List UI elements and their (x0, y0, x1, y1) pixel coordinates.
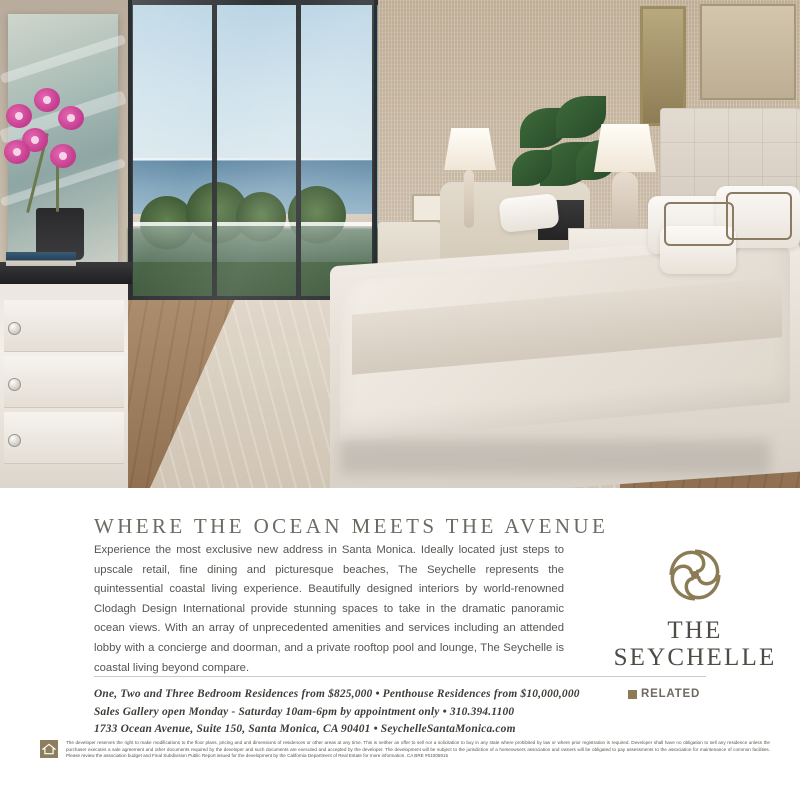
brand-name-line2: SEYCHELLE (613, 644, 777, 671)
details-address-line[interactable]: 1733 Ocean Avenue, Suite 150, Santa Monica, CA 90401 • SeychelleSantaMonica.com (94, 723, 516, 735)
ad-headline: WHERE THE OCEAN MEETS THE AVENUE (94, 514, 609, 538)
related-square-icon (628, 690, 637, 699)
dresser-drawer (4, 300, 124, 352)
seychelle-swirl-logo-icon (666, 546, 724, 604)
drawer-knob (8, 434, 21, 447)
brand-lockup (600, 546, 790, 671)
brand-name-line1: THE (667, 617, 723, 644)
window-mullion (296, 0, 301, 320)
dresser-drawer (4, 412, 124, 464)
table-lamp-shade (594, 124, 656, 172)
equal-housing-opportunity-icon (40, 740, 58, 758)
ad-details (94, 686, 614, 739)
floor-lamp-base (464, 170, 474, 228)
orchid-bloom (58, 106, 84, 130)
orchid-bloom (6, 104, 32, 128)
orchid-bloom (4, 140, 30, 164)
orchid-bloom (34, 88, 60, 112)
legal-disclaimer-block (40, 740, 770, 760)
pillow-trim (726, 192, 792, 240)
window-mullion (128, 0, 378, 5)
bed-shadow (340, 440, 770, 474)
stacked-books (6, 252, 76, 266)
details-pricing-line: One, Two and Three Bedroom Residences from $825,000 • Penthouse Residences from $10,000,000 (94, 688, 580, 700)
ad-body-copy: Experience the most exclusive new address in Santa Monica. Ideally located just steps to upscale retail, fine dining and picturesque beaches, The Seychelle represents the quintessential coastal living experience. Beautifully designed interiors by world-renowned Clodagh Design International provide stunning spaces to take in the dramatic panoramic ocean views. With an array of unprecedented amenities and services including an attended lobby with a concierge and doorman, and a private rooftop pool and lounge, The Seychelle is coastal living beyond compare. (94, 544, 564, 674)
horizon-line (132, 158, 374, 161)
legal-disclaimer-text: The developer reserves the right to make modifications to the floor plans, pricing and unit dimensions of residences or other areas at any time. This is neither an offer to sell nor a solicitation to buy in any state where prohibited by law or where prior registration is required. Developer shall have no obligation to sell any residence unless the purchaser executes a sale agreement and other documents required by the developer and such documents are executed and accepted by the developer. The development will be subject to the jurisdiction of a homeowners association and owners will be obligated to pay assessments to the association for maintenance of common facilities. Please review the association budget and Final Subdivision Public Report issued for the development by the California Department of Real Estate for more information. CA BRE #01005915 (66, 740, 770, 759)
floor-lamp-shade (444, 128, 496, 170)
window-mullion (212, 0, 217, 320)
pillow-trim (664, 202, 734, 246)
sky (132, 4, 374, 164)
table-lamp-base (612, 172, 638, 230)
drawer-knob (8, 322, 21, 335)
related-logo (628, 688, 700, 700)
balcony-glass (132, 226, 374, 262)
wall-artwork-right (700, 4, 796, 100)
details-hours-line: Sales Gallery open Monday - Saturday 10am-6pm by appointment only • 310.394.1100 (94, 705, 515, 718)
accent-pillow (498, 193, 559, 233)
dresser-drawer (4, 356, 124, 408)
drawer-knob (8, 378, 21, 391)
divider (94, 676, 706, 677)
orchid-bloom (50, 144, 76, 168)
advertisement-block (0, 488, 800, 790)
related-label: RELATED (641, 688, 701, 700)
